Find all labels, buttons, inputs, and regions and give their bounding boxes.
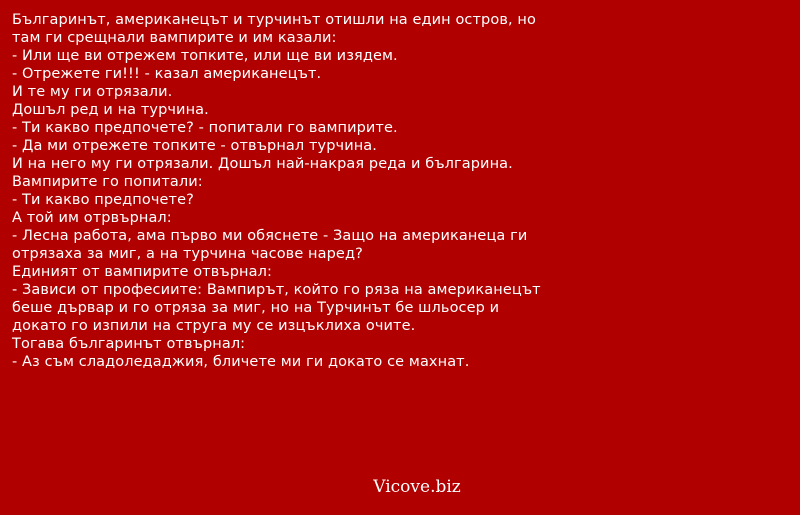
joke-line: - Ти какво предпочете? - попитали го вампирите. bbox=[12, 120, 398, 136]
joke-line: - Зависи от професиите: Вампирът, който го ряза на американецът bbox=[12, 282, 541, 298]
site-watermark: Vicove.biz bbox=[373, 477, 461, 497]
joke-line: беше дървар и го отряза за миг, но на Турчинът бе шльосер и bbox=[12, 300, 500, 316]
joke-line: Единият от вампирите отвърнал: bbox=[12, 264, 272, 280]
joke-line: - Или ще ви отрежем топките, или ще ви изядем. bbox=[12, 48, 398, 64]
joke-line: И те му ги отрязали. bbox=[12, 84, 173, 100]
joke-line: Българинът, американецът и турчинът отишли на един остров, но bbox=[12, 12, 536, 28]
joke-line: там ги срещнали вампирите и им казали: bbox=[12, 30, 337, 46]
joke-line: А той им отрвърнал: bbox=[12, 210, 172, 226]
joke-line: - Аз съм сладоледаджия, бличете ми ги докато се махнат. bbox=[12, 354, 470, 370]
joke-line: - Ти какво предпочете? bbox=[12, 192, 194, 208]
joke-line: Тогава българинът отвърнал: bbox=[12, 336, 246, 352]
joke-line: докато го изпили на струга му се изцъклиха очите. bbox=[12, 318, 416, 334]
joke-line: отрязаха за миг, а на турчина часове наред? bbox=[12, 246, 363, 262]
joke-line: - Да ми отрежете топките - отвърнал турчина. bbox=[12, 138, 377, 154]
joke-line: И на него му ги отрязали. Дошъл най-накрая реда и българина. bbox=[12, 156, 513, 172]
joke-line: - Отрежете ги!!! - казал американецът. bbox=[12, 66, 322, 82]
joke-line: Вампирите го попитали: bbox=[12, 174, 203, 190]
joke-text bbox=[12, 11, 792, 371]
joke-line: - Лесна работа, ама първо ми обяснете - Защо на американеца ги bbox=[12, 228, 528, 244]
joke-line: Дошъл ред и на турчина. bbox=[12, 102, 209, 118]
